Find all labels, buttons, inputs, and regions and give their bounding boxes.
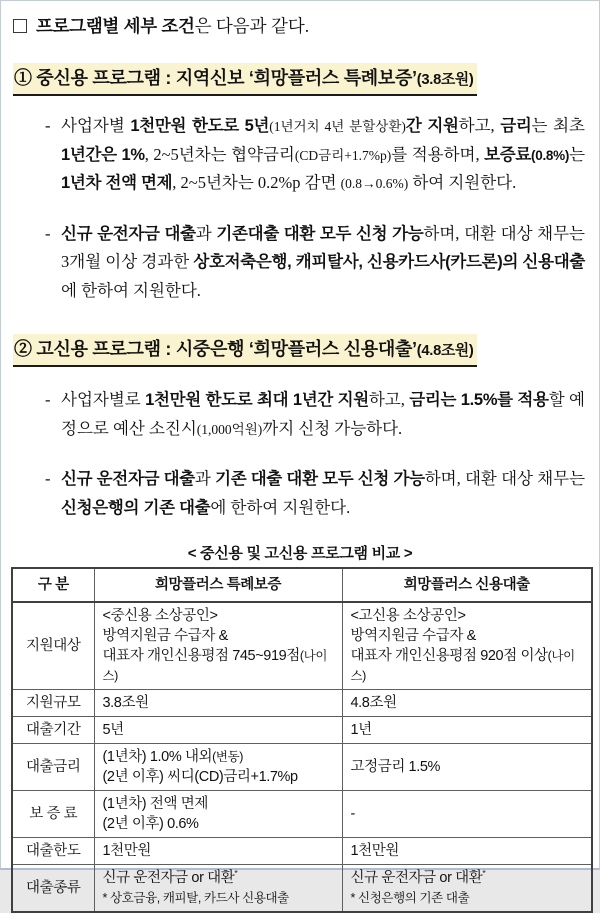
text-run: 할 예정으로 예산 소진시 <box>61 390 585 438</box>
section2-bullet-1-text <box>61 390 585 438</box>
text-run: 하고, <box>458 116 501 135</box>
text-run: 에 한하여 지원한다. <box>210 497 351 517</box>
text-run: 금리 <box>500 117 532 135</box>
text-run: 보증료 <box>484 145 532 164</box>
cell-line: <고신용 소상공인> <box>350 608 466 624</box>
section2-bullet-2-text <box>61 469 585 517</box>
text-run: 신규 운전자금 대출 <box>61 470 195 488</box>
table-row <box>12 744 592 791</box>
text-run: (나이스) <box>102 649 328 683</box>
row-label: 대출한도 <box>12 838 94 865</box>
table-header-0: 구 분 <box>12 568 94 602</box>
text-run: 은 다음과 같다. <box>194 16 310 36</box>
text-run: 상호저축은행, 캐피탈사, 신용카드사(카드론)의 신용대출 <box>193 253 585 271</box>
text-run: 신청은행의 기존 대출 <box>61 498 211 517</box>
row-label: 보 증 료 <box>12 791 94 838</box>
text-run: 를 적용하며, <box>391 144 485 164</box>
text-run: 하며, 대환 대상 채무는 3개월 이상 경과한 <box>61 223 585 271</box>
dash-marker: - <box>45 116 51 135</box>
cell-line: 신규 운전자금 or 대환* <box>350 868 486 886</box>
table-cell <box>342 602 592 690</box>
text-run: ① 중신용 프로그램 : 지역신보 ‘희망플러스 특례보증’ <box>14 68 417 88</box>
row-label: 지원대상 <box>12 602 94 690</box>
dash-marker: - <box>45 223 51 243</box>
table-cell <box>94 838 342 865</box>
table-cell <box>342 744 592 791</box>
section2-bullet-2 <box>11 465 585 522</box>
cell-line <box>103 888 334 908</box>
comparison-table <box>11 567 593 913</box>
cell-line: 방역지원금 수급자 & <box>102 628 228 644</box>
table-cell <box>94 865 342 913</box>
text-run: 금리는 1.5%를 적용 <box>409 391 549 409</box>
text-run: 1년간은 1% <box>61 145 145 164</box>
text-run: (1년거치 4년 분할상환) <box>269 119 406 134</box>
text-run: 하여 지원한다. <box>408 173 517 192</box>
dash-marker: - <box>45 390 51 409</box>
section1-bullet-1-text <box>61 116 585 192</box>
text-run: 신규 운전자금 대출 <box>61 224 196 243</box>
section1-heading <box>13 63 589 96</box>
text-run: , 2~5년차는 협약금리 <box>144 144 295 164</box>
text-run: 는 <box>569 144 586 164</box>
cell-line: 4.8조원 <box>350 695 397 711</box>
table-row <box>12 690 592 717</box>
table-header-1: 희망플러스 특례보증 <box>94 568 342 602</box>
table-cell <box>94 791 342 838</box>
table-cell <box>342 838 592 865</box>
section2-heading <box>13 334 589 367</box>
cell-line: 신규 운전자금 or 대환* <box>102 868 238 886</box>
text-run: 1년차 전액 면제 <box>61 174 173 192</box>
text-run: ② 고신용 프로그램 : 시중은행 ‘희망플러스 신용대출’ <box>14 339 417 359</box>
section2-heading-text <box>13 334 477 367</box>
text-run: 에 한하여 지원한다. <box>61 280 201 300</box>
cell-line <box>351 888 584 908</box>
cell-line: 대표자 개인신용평점 920점 이상(나이스) <box>350 648 575 683</box>
table-header-2: 희망플러스 신용대출 <box>342 568 592 602</box>
cell-line: 5년 <box>102 722 124 738</box>
table-cell <box>342 717 592 744</box>
text-run: 사업자별로 <box>61 390 146 409</box>
square-bullet-icon <box>13 19 27 33</box>
text-run: (4.8조원) <box>416 343 474 359</box>
table-cell <box>94 690 342 717</box>
table-cell <box>342 865 592 913</box>
text-run: 과 <box>195 223 217 243</box>
cell-line: - <box>350 806 355 822</box>
text-run: (변동) <box>212 750 244 764</box>
row-label: 대출종류 <box>12 865 94 913</box>
table-cell <box>342 791 592 838</box>
text-run: (0.8%) <box>531 147 570 163</box>
text-run: 사업자별 <box>61 116 131 135</box>
row-label: 대출기간 <box>12 717 94 744</box>
section1-heading-text <box>13 63 477 96</box>
table-cell <box>94 744 342 791</box>
cell-line: 3.8조원 <box>102 695 149 711</box>
cell-line: 대표자 개인신용평점 745~919점(나이스) <box>102 648 328 683</box>
text-run: * <box>234 868 238 879</box>
cell-line: 방역지원금 수급자 & <box>350 628 476 644</box>
row-label: 대출금리 <box>12 744 94 791</box>
table-header-row <box>12 568 592 602</box>
text-run: 1천만원 한도로 최대 1년간 지원 <box>145 391 369 409</box>
section1-bullet-2-text <box>61 224 585 300</box>
text-run: * 상호금융, 캐피탈, 카드사 신용대출 <box>102 891 289 905</box>
text-run: 과 <box>194 469 216 488</box>
doc-title <box>13 13 589 39</box>
text-run: (나이스) <box>350 649 575 683</box>
table-row <box>12 838 592 865</box>
cell-line: (2년 이후) 씨디(CD)금리+1.7%p <box>102 769 298 785</box>
text-run: * 신청은행의 기존 대출 <box>350 891 470 905</box>
text-run: * <box>482 868 486 879</box>
text-run: (1,000억원) <box>196 421 263 437</box>
section1-bullet-1 <box>11 112 585 198</box>
cell-line: 1년 <box>350 722 372 738</box>
section1-bullet-2 <box>11 220 585 305</box>
section2-bullet-1 <box>11 386 585 443</box>
text-run: (3.8조원) <box>416 72 474 88</box>
cell-line: <중신용 소상공인> <box>102 608 218 624</box>
text-run: 기존대출 대환 모두 신청 가능 <box>216 224 424 243</box>
table-cell <box>94 717 342 744</box>
cell-line: (1년차) 1.0% 내외(변동) <box>102 749 244 765</box>
text-run: 까지 신청 가능하다. <box>262 418 403 438</box>
table-cell <box>342 690 592 717</box>
table-row <box>12 602 592 690</box>
table-row <box>12 717 592 744</box>
text-run: 는 최초 <box>531 116 585 135</box>
cell-line: 1천만원 <box>102 843 151 859</box>
table-caption: < 중신용 및 고신용 프로그램 비교 > <box>187 545 413 562</box>
text-run: 프로그램별 세부 조건 <box>36 16 195 36</box>
row-label: 지원규모 <box>12 690 94 717</box>
cell-line: (1년차) 전액 면제 <box>102 796 208 812</box>
table-row <box>12 865 592 913</box>
table-row <box>12 791 592 838</box>
cell-line: (2년 이후) 0.6% <box>102 816 199 832</box>
text-run: 하고, <box>368 390 410 409</box>
dash-marker: - <box>45 469 51 488</box>
text-run: , 2~5년차는 0.2%p 감면 <box>172 173 341 192</box>
text-run: (0.8→0.6%) <box>340 176 409 191</box>
cell-line: 1천만원 <box>350 843 399 859</box>
table-cell <box>94 602 342 690</box>
text-run: 1천만원 한도로 5년 <box>130 117 270 135</box>
doc-title-text <box>36 16 309 36</box>
text-run: 간 지원 <box>405 117 459 135</box>
cell-line: 고정금리 1.5% <box>350 759 441 775</box>
text-run: (CD금리+1.7%p) <box>294 147 392 163</box>
text-run: 기존 대출 대환 모두 신청 가능 <box>215 470 425 488</box>
text-run: 하며, 대환 대상 채무는 <box>424 469 586 488</box>
